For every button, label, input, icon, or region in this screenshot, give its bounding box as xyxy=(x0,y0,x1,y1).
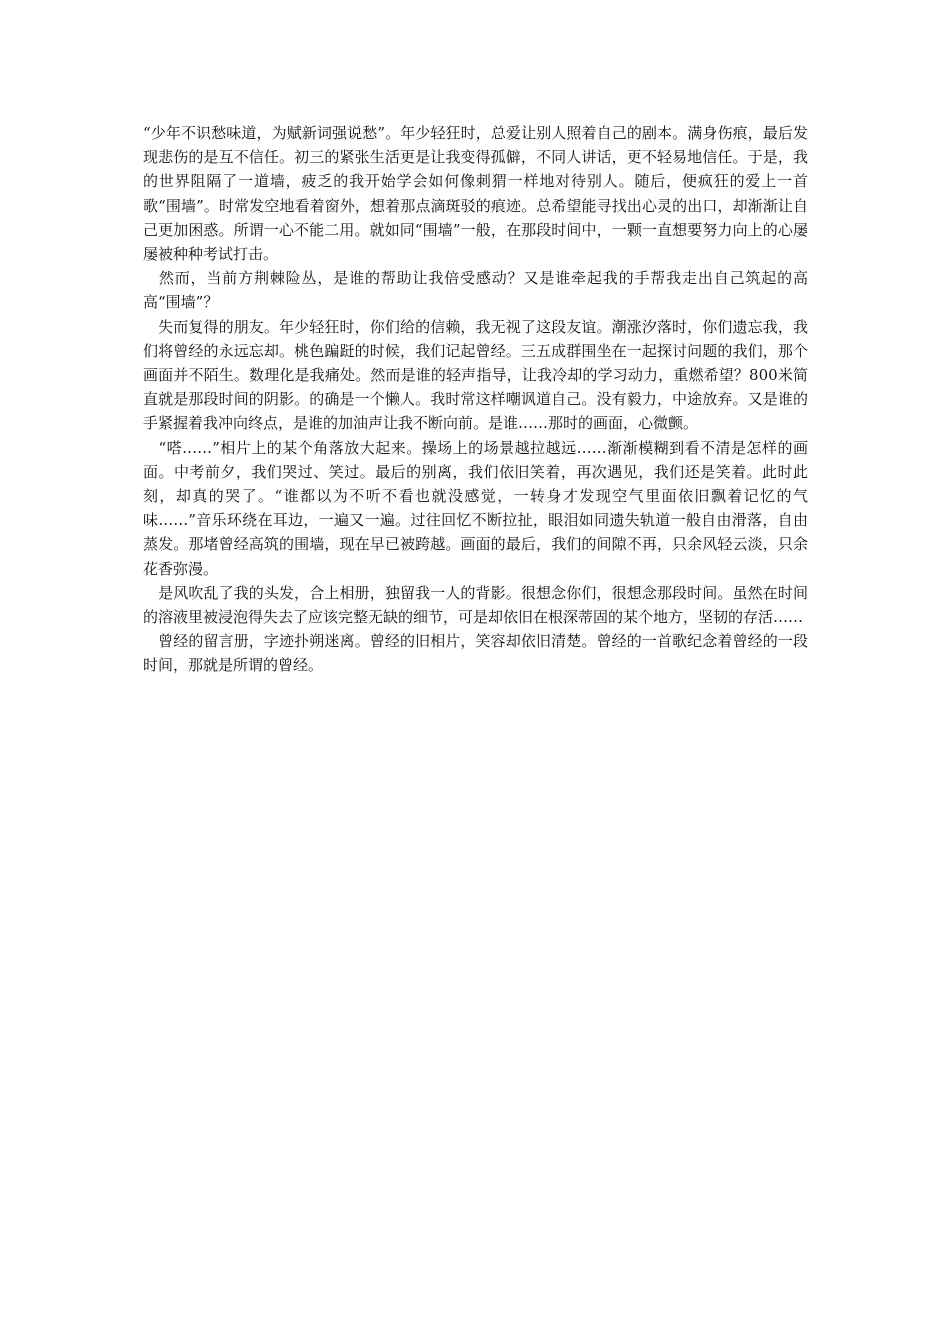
paragraph-3: 失而复得的朋友。年少轻狂时，你们给的信赖，我无视了这段友谊。潮涨汐落时，你们遗忘我，我们将曾经的永远忘却。桃色蹁跹的时候，我们记起曾经。三五成群围坐在一起探讨问题的我们，那个画面并不陌生。数理化是我痛处。然而是谁的轻声指导，让我冷却的学习动力，重燃希望？800米简直就是那段时间的阴影。的确是一个懒人。我时常这样嘲讽道自己。没有毅力，中途放弃。又是谁的手紧握着我冲向终点，是谁的加油声让我不断向前。是谁……那时的画面，心微颤。 xyxy=(143,317,808,433)
paragraph-4: “嗒……”相片上的某个角落放大起来。操场上的场景越拉越远……渐渐模糊到看不清是怎样的画面。中考前夕，我们哭过、笑过。最后的别离，我们依旧笑着，再次遇见，我们还是笑着。此时此刻，却真的哭了。“谁都以为不听不看也就没感觉，一转身才发现空气里面依旧飘着记忆的气味……”音乐环绕在耳边，一遍又一遍。过往回忆不断拉扯，眼泪如同遗失轨道一般自由滑落，自由蒸发。那堵曾经高筑的围墙，现在早已被跨越。画面的最后，我们的间隙不再，只余风轻云淡，只余花香弥漫。 xyxy=(143,438,808,578)
essay-body xyxy=(143,121,808,678)
paragraph-2: 然而，当前方荆棘险丛，是谁的帮助让我倍受感动？又是谁牵起我的手帮我走出自己筑起的高高“围墙”？ xyxy=(143,269,808,312)
paragraph-1: “少年不识愁味道，为赋新词强说愁”。年少轻狂时，总爱让别人照着自己的剧本。满身伤痕，最后发现悲伤的是互不信任。初三的紧张生活更是让我变得孤僻，不同人讲话，更不轻易地信任。于是，我的世界阻隔了一道墙，疲乏的我开始学会如何像刺猬一样地对待别人。随后，便疯狂的爱上一首歌“围墙”。时常发空地看着窗外，想着那点滴斑驳的痕迹。总希望能寻找出心灵的出口，却渐渐让自己更加困惑。所谓一心不能二用。就如同“围墙”一般，在那段时间中，一颗一直想要努力向上的心屡屡被种种考试打击。 xyxy=(143,124,808,264)
paragraph-6: 曾经的留言册，字迹扑朔迷离。曾经的旧相片，笑容却依旧清楚。曾经的一首歌纪念着曾经的一段时间，那就是所谓的曾经。 xyxy=(143,632,808,675)
paragraph-5: 是风吹乱了我的头发，合上相册，独留我一人的背影。很想念你们，很想念那段时间。虽然在时间的溶液里被浸泡得失去了应该完整无缺的细节，可是却依旧在根深蒂固的某个地方，坚韧的存活…… xyxy=(143,583,808,627)
